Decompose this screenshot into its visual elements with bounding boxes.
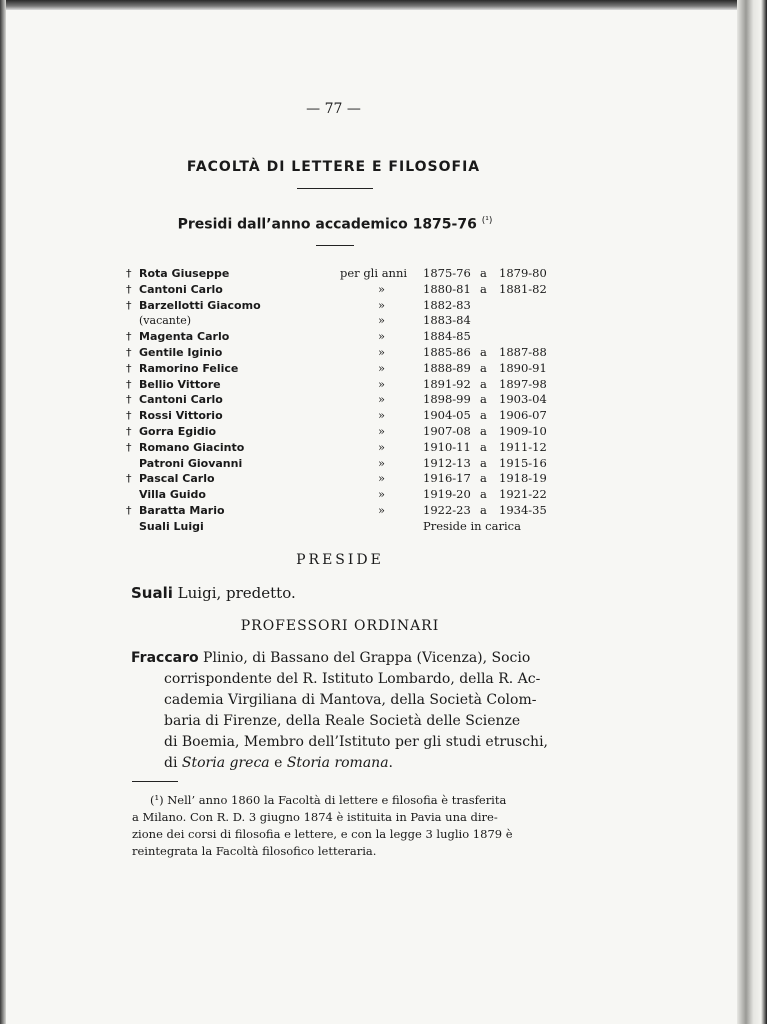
presidi-list: [126, 266, 576, 535]
presidi-row: [126, 519, 576, 535]
presidi-row: [126, 424, 576, 440]
deceased-cross: †: [126, 377, 132, 391]
presidi-row: [126, 503, 576, 519]
presidi-name-text: Gentile Iginio: [139, 345, 223, 359]
presidi-name: [126, 266, 229, 282]
presidi-name-text: Baratta Mario: [139, 503, 225, 517]
presidi-to-year: 1911-12: [499, 439, 547, 454]
presidi-to-year: 1906-07: [499, 408, 547, 423]
presidi-name-text: (vacante): [139, 314, 192, 328]
presidi-name: [126, 329, 229, 345]
page-number: — 77 —: [306, 101, 361, 117]
presidi-to-connector: a: [480, 408, 487, 423]
presidi-period-label: »: [378, 344, 386, 359]
presidi-from-year: 1916-17: [423, 471, 471, 486]
presidi-from-year: 1912-13: [423, 455, 471, 470]
presidi-name: [126, 471, 215, 487]
presidi-period-label: »: [378, 297, 386, 312]
presidi-to-connector: a: [480, 376, 487, 391]
presidi-name-text: Villa Guido: [139, 488, 206, 502]
presidi-name-text: Pascal Carlo: [139, 472, 215, 486]
deceased-cross: †: [126, 440, 132, 454]
presidi-from-year: 1898-99: [423, 392, 471, 407]
presidi-name-text: Romano Giacinto: [139, 440, 245, 454]
footnote-ref: (¹): [481, 216, 493, 226]
deceased-cross: †: [126, 330, 132, 344]
professori-heading: PROFESSORI ORDINARI: [240, 618, 440, 634]
presidi-to-year: 1915-16: [499, 455, 547, 470]
presidi-from-year: 1891-92: [423, 376, 471, 391]
presidi-row: [126, 471, 576, 487]
footnote-line: zione dei corsi di filosofia e lettere, e con la legge 3 luglio 1879 è: [132, 827, 513, 841]
presidi-name: [126, 487, 206, 503]
presidi-to-year: 1903-04: [499, 392, 547, 407]
presidi-from-year: 1883-84: [423, 313, 471, 328]
deceased-cross: †: [126, 424, 132, 438]
professore-last-post: .: [388, 755, 393, 771]
presidi-from-year: 1885-86: [423, 344, 471, 359]
presidi-to-year: 1921-22: [499, 487, 547, 502]
presidi-name: [126, 282, 223, 298]
presidi-row: [126, 345, 576, 361]
presidi-name: [126, 424, 216, 440]
deceased-cross: †: [126, 298, 132, 312]
presidi-name: [126, 408, 223, 424]
presidi-name-text: Gorra Egidio: [139, 424, 217, 438]
title-rule: [297, 188, 373, 189]
presidi-period-label: »: [378, 471, 386, 486]
presidi-period-label: »: [378, 423, 386, 438]
presidi-to-year: 1890-91: [499, 360, 547, 375]
footnote-line: (¹) Nell’ anno 1860 la Facoltà di lettere e filosofia è trasferita: [150, 793, 507, 807]
presidi-period-label: »: [378, 487, 386, 502]
presidi-from-year: 1884-85: [423, 329, 471, 344]
presidi-to-year: 1879-80: [499, 266, 547, 280]
faculty-title: FACOLTÀ DI LETTERE E FILOSOFIA: [186, 159, 481, 175]
professore-line: corrispondente del R. Istituto Lombardo, della R. Ac-: [164, 671, 541, 687]
presidi-row: [126, 456, 576, 472]
footnote-rule: [132, 781, 178, 782]
presidi-period-label: »: [378, 455, 386, 470]
presidi-row: [126, 487, 576, 503]
presidi-from-year: 1882-83: [423, 297, 471, 312]
footnote: [132, 792, 557, 860]
presidi-name-text: Cantoni Carlo: [139, 393, 223, 407]
presidi-to-year: 1887-88: [499, 344, 547, 359]
presidi-name-text: Magenta Carlo: [139, 330, 230, 344]
scan-right-edge: [737, 0, 767, 1024]
preside-entry: [131, 584, 296, 602]
presidi-name-text: Patroni Giovanni: [139, 456, 243, 470]
presidi-to-year: 1897-98: [499, 376, 547, 391]
presidi-period-label: »: [378, 329, 386, 344]
presidi-row: [126, 313, 576, 329]
presidi-name: [126, 456, 242, 472]
professore-last-mid: e: [269, 755, 287, 771]
professore-line: di Boemia, Membro dell’Istituto per gli studi etruschi,: [164, 734, 549, 750]
presidi-rule: [316, 245, 354, 246]
presidi-name-text: Rossi Vittorio: [139, 409, 223, 423]
presidi-name-text: Cantoni Carlo: [139, 282, 223, 296]
presidi-to-connector: a: [480, 392, 487, 407]
presidi-period-label: »: [378, 281, 386, 296]
subject-storia-romana: Storia romana: [286, 755, 389, 771]
presidi-to-year: 1934-35: [499, 502, 547, 517]
presidi-name-text: Suali Luigi: [139, 519, 204, 533]
presidi-to-connector: a: [480, 344, 487, 359]
presidi-title: [0, 216, 670, 233]
presidi-row: [126, 329, 576, 345]
deceased-cross: †: [126, 361, 132, 375]
presidi-name: [126, 377, 221, 393]
professore-surname: Fraccaro: [131, 650, 199, 666]
presidi-from-year: 1919-20: [423, 487, 471, 502]
presidi-to-connector: a: [480, 266, 487, 280]
presidi-to-connector: a: [480, 455, 487, 470]
presidi-name: [126, 361, 238, 377]
footnote-line: reintegrata la Facoltà filosofico letteraria.: [132, 844, 377, 858]
presidi-name: [126, 440, 244, 456]
presidi-row: [126, 298, 576, 314]
presidi-to-connector: a: [480, 281, 487, 296]
presidi-name-text: Barzellotti Giacomo: [139, 298, 261, 312]
presidi-period-label: »: [378, 360, 386, 375]
professore-entry: [131, 648, 561, 774]
professore-line: cademia Virgiliana di Mantova, della Società Colom-: [164, 692, 537, 708]
presidi-period-label: »: [378, 313, 386, 328]
presidi-from-year: 1904-05: [423, 408, 471, 423]
scan-top-edge: [0, 0, 767, 10]
presidi-to-connector: a: [480, 487, 487, 502]
presidi-period-label: per gli anni: [340, 266, 408, 280]
presidi-row: [126, 440, 576, 456]
professore-line: [131, 648, 561, 669]
presidi-period-label: »: [378, 408, 386, 423]
professore-line: [131, 753, 561, 774]
presidi-from-year: 1922-23: [423, 502, 471, 517]
preside-surname: Suali: [131, 584, 173, 602]
presidi-row: [126, 361, 576, 377]
presidi-row: [126, 408, 576, 424]
presidi-from-year: 1907-08: [423, 423, 471, 438]
presidi-period-label: »: [378, 439, 386, 454]
footnote-line: a Milano. Con R. D. 3 giugno 1874 è istituita in Pavia una dire-: [132, 810, 498, 824]
presidi-name: [126, 298, 261, 314]
presidi-period-label: »: [378, 376, 386, 391]
deceased-cross: †: [126, 503, 132, 517]
presidi-row: [126, 392, 576, 408]
deceased-cross: †: [126, 409, 132, 423]
presidi-to-connector: a: [480, 360, 487, 375]
presidi-from-year: 1910-11: [423, 439, 471, 454]
presidi-to-year: 1918-19: [499, 471, 547, 486]
presidi-title-text: Presidi dall’anno accademico 1875-76: [177, 216, 477, 233]
preside-rest: Luigi, predetto.: [177, 584, 296, 602]
presidi-name: [126, 519, 204, 535]
deceased-cross: †: [126, 393, 132, 407]
presidi-name: [126, 313, 191, 329]
presidi-name: [126, 503, 225, 519]
presidi-name-text: Ramorino Felice: [139, 361, 239, 375]
presidi-name-text: Rota Giuseppe: [139, 267, 230, 280]
presidi-row: [126, 282, 576, 298]
presidi-to-connector: a: [480, 439, 487, 454]
deceased-cross: †: [126, 472, 132, 486]
presidi-name-text: Bellio Vittore: [139, 377, 221, 391]
deceased-cross: †: [126, 345, 132, 359]
presidi-from-year: Preside in carica: [423, 518, 521, 533]
presidi-to-connector: a: [480, 471, 487, 486]
professore-line: baria di Firenze, della Reale Società delle Scienze: [164, 713, 521, 729]
deceased-cross: †: [126, 267, 132, 280]
presidi-from-year: 1880-81: [423, 281, 471, 296]
deceased-cross: †: [126, 282, 132, 296]
presidi-period-label: »: [378, 392, 386, 407]
presidi-to-year: 1909-10: [499, 423, 547, 438]
presidi-row: [126, 377, 576, 393]
scan-left-edge: [0, 0, 6, 1024]
presidi-period-label: »: [378, 502, 386, 517]
presidi-name: [126, 345, 222, 361]
subject-storia-greca: Storia greca: [181, 755, 270, 771]
presidi-from-year: 1888-89: [423, 360, 471, 375]
professore-last-pre: di: [164, 755, 182, 771]
presidi-to-connector: a: [480, 502, 487, 517]
presidi-to-year: 1881-82: [499, 281, 547, 296]
presidi-to-connector: a: [480, 423, 487, 438]
presidi-name: [126, 392, 223, 408]
professore-line-text: Plinio, di Bassano del Grappa (Vicenza), Socio: [203, 650, 531, 666]
preside-heading: PRESIDE: [296, 552, 384, 568]
presidi-from-year: 1875-76: [423, 266, 471, 280]
presidi-row: [126, 266, 576, 282]
